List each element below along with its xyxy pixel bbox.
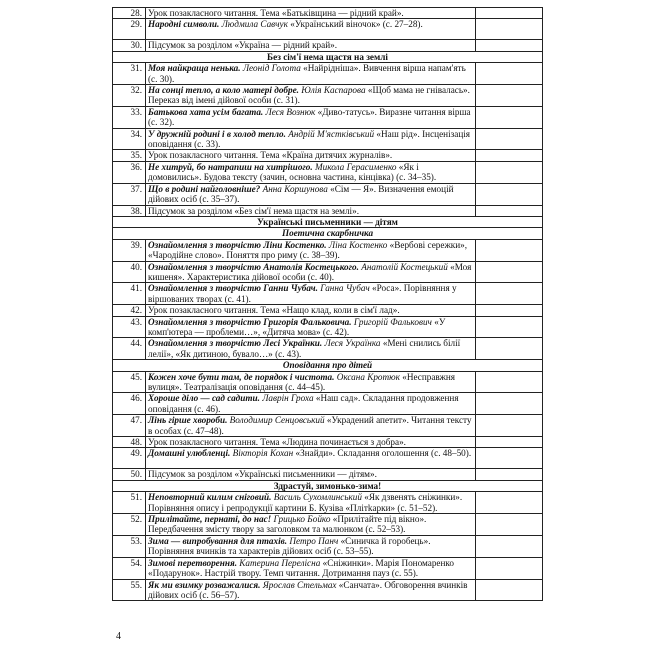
lesson-author: Анна Коршунова [262, 183, 328, 194]
lesson-number: 33. [113, 106, 146, 128]
lesson-description: «Найрідніша». Вивчення вірша напам'ять (с. 30). [148, 63, 466, 84]
lesson-number: 31. [113, 63, 146, 85]
lesson-row [113, 161, 543, 183]
lesson-number: 35. [113, 150, 146, 161]
lesson-row [113, 448, 543, 469]
lesson-row [113, 557, 543, 579]
lesson-topic [146, 448, 476, 469]
notes-cell [476, 85, 543, 107]
lesson-row [113, 205, 543, 216]
page-number: 4 [116, 631, 121, 642]
lesson-row [113, 183, 543, 205]
notes-cell [476, 338, 543, 360]
lesson-topic [146, 557, 476, 579]
lesson-description: «У комп'ютера — проблеми…», «Дитяча мова» (с. 42). [148, 316, 446, 337]
notes-cell [476, 161, 543, 183]
lesson-row [113, 492, 543, 514]
lesson-description: «Як і домовились». Будова тексту (зачин, основна частина, кінцівка) (с. 34–35). [148, 161, 437, 183]
lesson-author: Ярослав Стельмах [262, 579, 337, 590]
notes-cell [476, 579, 543, 601]
lesson-number: 43. [113, 316, 146, 338]
lesson-number: 47. [113, 415, 146, 437]
lesson-description: «Знайди». Складання оголошення (с. 48–50). [295, 448, 472, 459]
lesson-title: Ознайомлення з творчістю Ганни Чубач. [148, 283, 318, 294]
lesson-title: Зимові перетворення. [148, 557, 237, 568]
notes-cell [476, 239, 543, 261]
lesson-description: «Мені снились білії лелії», «Як дитиною, бувало…» (с. 43). [148, 338, 461, 359]
lesson-row [113, 338, 543, 360]
lesson-title: Батькова хата усім багата. [148, 106, 264, 117]
lesson-title: Прилітайте, пернаті, до нас! [148, 514, 272, 525]
lesson-author: Ганна Чубач [320, 283, 370, 294]
lesson-topic [146, 8, 476, 19]
lesson-description: «Вербові сережки», «Чародійне слово». Поняття про риму (с. 38–39). [148, 239, 468, 261]
lesson-row [113, 8, 543, 19]
lesson-title: Зима — випробування для птахів. [148, 535, 288, 546]
lesson-title: Народні символи. [148, 19, 220, 30]
lesson-row [113, 150, 543, 161]
lesson-topic [146, 19, 476, 40]
lesson-number: 32. [113, 85, 146, 107]
lesson-row [113, 85, 543, 107]
lesson-topic [146, 106, 476, 128]
lesson-author: Петро Панч [289, 535, 339, 546]
lesson-topic [146, 205, 476, 216]
lesson-row [113, 239, 543, 261]
lesson-row [113, 393, 543, 415]
lesson-author: Леонід Голота [242, 63, 301, 74]
lesson-topic [146, 128, 476, 150]
lesson-title: Хороше діло — сад садити. [148, 393, 260, 404]
lesson-number: 48. [113, 437, 146, 448]
lesson-topic [146, 85, 476, 107]
subsection-heading: Оповідання про дітей [113, 360, 543, 371]
lesson-number: 49. [113, 448, 146, 469]
lesson-description: «Прилітайте під вікно». Передбачення змісту твору за заголовком та малюнком (с. 52–53). [148, 514, 427, 535]
lesson-row [113, 305, 543, 316]
lesson-topic [146, 338, 476, 360]
lesson-description: «Роса». Порівняння у віршованих творах (с. 41). [148, 283, 457, 304]
lesson-row [113, 437, 543, 448]
lesson-topic [146, 40, 476, 51]
lesson-description: Урок позакласного читання. Тема «Батьківщина — рідний край». [148, 8, 404, 18]
lesson-topic [146, 393, 476, 415]
lesson-author: Людмила Савчук [221, 19, 288, 30]
lesson-row [113, 261, 543, 283]
lesson-topic [146, 535, 476, 557]
lesson-topic [146, 283, 476, 305]
notes-cell [476, 305, 543, 316]
lesson-author: Оксана Кротюк [336, 371, 400, 382]
lesson-author: Леся Вознюк [265, 106, 316, 117]
lesson-author: Катерина Перелісна [239, 557, 321, 568]
lesson-row [113, 316, 543, 338]
lesson-topic [146, 261, 476, 283]
section-heading-row [113, 216, 543, 227]
lesson-topic [146, 161, 476, 183]
notes-cell [476, 448, 543, 469]
lesson-row [113, 106, 543, 128]
lesson-topic [146, 150, 476, 161]
notes-cell [476, 183, 543, 205]
notes-cell [476, 415, 543, 437]
lesson-title: Ознайомлення з творчістю Лесі Українки. [148, 338, 323, 349]
lesson-row [113, 514, 543, 536]
notes-cell [476, 437, 543, 448]
notes-cell [476, 371, 543, 393]
subsection-heading-row [113, 360, 543, 371]
lesson-author: Вікторія Кохан [232, 448, 294, 459]
lesson-author: Григорій Фалькович [353, 316, 432, 327]
lesson-number: 37. [113, 183, 146, 205]
lesson-description: «Сніжинки». Марія Пономаренко «Подарунок». Настрій твору. Темп читання. Дотримання пауз (с. 55). [148, 557, 455, 579]
lesson-author: Володимир Сенцовський [229, 415, 325, 426]
lesson-description: «Санчата». Обговорення вчинків дійових осіб (с. 56–57). [148, 579, 468, 600]
lesson-number: 40. [113, 261, 146, 283]
lesson-number: 29. [113, 19, 146, 40]
lesson-row [113, 535, 543, 557]
notes-cell [476, 106, 543, 128]
notes-cell [476, 557, 543, 579]
lesson-topic [146, 437, 476, 448]
notes-cell [476, 150, 543, 161]
lesson-number: 52. [113, 514, 146, 536]
notes-cell [476, 40, 543, 51]
lesson-description: «Щоб мама не гнівалась». Переказ від імені дійової особи (с. 31). [148, 85, 470, 106]
notes-cell [476, 492, 543, 514]
subsection-heading: Поетична скарбничка [113, 228, 543, 239]
lesson-number: 51. [113, 492, 146, 514]
lesson-row [113, 128, 543, 150]
notes-cell [476, 63, 543, 85]
lesson-title: Моя найкраща ненька. [148, 63, 241, 74]
section-heading-row [113, 480, 543, 491]
lesson-topic [146, 415, 476, 437]
lesson-description: «Наш рід». Інсценізація оповідання (с. 33). [148, 128, 471, 150]
section-heading: Без сім'ї нема щастя на землі [113, 51, 543, 62]
notes-cell [476, 283, 543, 305]
lesson-description: Урок позакласного читання. Тема «Країна дитячих журналів». [148, 150, 393, 161]
lesson-topic [146, 316, 476, 338]
lesson-number: 42. [113, 305, 146, 316]
lesson-description: Урок позакласного читання. Тема «Нащо клад, коли в сім'ї лад». [148, 305, 400, 316]
lesson-number: 38. [113, 205, 146, 216]
section-heading-row [113, 51, 543, 62]
lesson-number: 50. [113, 469, 146, 480]
lesson-description: «Як дзвенять сніжинки». Порівняння опису і репродукції картини Б. Кузіва «Плітkарки» (с. 51–52). [148, 492, 463, 513]
lesson-title: Кожен хоче бути там, де порядок і чистота. [148, 371, 335, 382]
lesson-row [113, 371, 543, 393]
lesson-description: Підсумок за розділом «Без сім'ї нема щастя на землі». [148, 205, 359, 216]
lesson-title: Лінь гірше хвороби. [148, 415, 228, 426]
lesson-topic [146, 63, 476, 85]
lesson-number: 39. [113, 239, 146, 261]
notes-cell [476, 8, 543, 19]
lesson-description: «Наш сад». Складання продовження оповідання (с. 46). [148, 393, 459, 414]
lesson-row [113, 415, 543, 437]
section-heading: Українські письменники — дітям [113, 216, 543, 227]
lesson-author: Микола Герасименко [315, 161, 397, 172]
notes-cell [476, 316, 543, 338]
lesson-topic [146, 183, 476, 205]
lesson-number: 45. [113, 371, 146, 393]
lesson-row [113, 579, 543, 601]
lesson-number: 41. [113, 283, 146, 305]
lesson-description: «Украдений апетит». Читання тексту в особах (с. 47–48). [148, 415, 472, 436]
lesson-author: Анатолій Костецький [361, 261, 448, 272]
lesson-title: Ознайомлення з творчістю Григорія Фальковича. [148, 316, 352, 327]
lesson-number: 55. [113, 579, 146, 601]
lesson-author: Юлія Каспарова [301, 85, 366, 96]
lesson-description: «Сім — Я». Визначення емоцій дійових осіб (с. 35–37). [148, 183, 454, 205]
lesson-title: На сонці тепло, а коло матері добре. [148, 85, 299, 96]
lesson-number: 54. [113, 557, 146, 579]
lesson-number: 44. [113, 338, 146, 360]
section-heading: Здрастуй, зимонько-зима! [113, 480, 543, 491]
notes-cell [476, 19, 543, 40]
notes-cell [476, 514, 543, 536]
lesson-title: Ознайомлення з творчістю Анатолія Костецького. [148, 261, 359, 272]
lesson-topic [146, 371, 476, 393]
lesson-title: Що в родині найголовніше? [148, 183, 261, 194]
notes-cell [476, 393, 543, 415]
lesson-number: 36. [113, 161, 146, 183]
lesson-author: Леся Українка [324, 338, 381, 349]
lesson-topic [146, 579, 476, 601]
lesson-description: «Український віночок» (с. 27–28). [290, 19, 423, 30]
lesson-title: У дружній родині і в холод тепло. [148, 128, 286, 139]
lesson-number: 28. [113, 8, 146, 19]
lesson-author: Василь Сухомлинський [273, 492, 362, 503]
subsection-heading-row [113, 228, 543, 239]
lesson-title: Домашні улюбленці. [148, 448, 231, 459]
lesson-topic [146, 239, 476, 261]
lesson-author: Лаврін Гроха [262, 393, 314, 404]
lesson-description: «Моя кишеня». Характеристика дійової особи (с. 40). [148, 261, 472, 282]
notes-cell [476, 205, 543, 216]
lesson-author: Андрій М'ястківський [288, 128, 375, 139]
lesson-row [113, 283, 543, 305]
lesson-description: «Несправжня вулиця». Театралізація оповідання (с. 44–45). [148, 371, 455, 392]
lesson-row [113, 19, 543, 40]
notes-cell [476, 469, 543, 480]
lesson-author: Грицько Бойко [273, 514, 331, 525]
lesson-title: Ознайомлення з творчістю Ліни Костенко. [148, 239, 327, 250]
notes-cell [476, 128, 543, 150]
lesson-description: Підсумок за розділом «Україна — рідний край». [148, 40, 338, 51]
lesson-row [113, 40, 543, 51]
lesson-description: Урок позакласного читання. Тема «Людина починається з добра». [148, 437, 406, 448]
lesson-title: Неповторний килим сніговий. [148, 492, 272, 503]
lesson-title: Не хитруй, бо натрапиш на хитрішого. [148, 161, 313, 172]
lesson-number: 53. [113, 535, 146, 557]
lesson-topic [146, 514, 476, 536]
lesson-description: Підсумок за розділом «Українські письменники — дітям». [148, 469, 377, 480]
lesson-topic [146, 492, 476, 514]
lesson-number: 46. [113, 393, 146, 415]
lesson-title: Як ми взимку розважалися. [148, 579, 261, 590]
lesson-topic [146, 305, 476, 316]
lesson-description: «Синичка й горобець». Порівняння вчинків та характерів дійових осіб (с. 53–55). [148, 535, 431, 557]
notes-cell [476, 535, 543, 557]
lesson-plan-table [112, 7, 543, 601]
lesson-author: Ліна Костенко [328, 239, 388, 250]
lesson-row [113, 63, 543, 85]
lesson-row [113, 469, 543, 480]
lesson-number: 34. [113, 128, 146, 150]
lesson-topic [146, 469, 476, 480]
notes-cell [476, 261, 543, 283]
lesson-description: «Диво-татусь». Виразне читання вірша (с. 32). [148, 106, 471, 128]
lesson-number: 30. [113, 40, 146, 51]
